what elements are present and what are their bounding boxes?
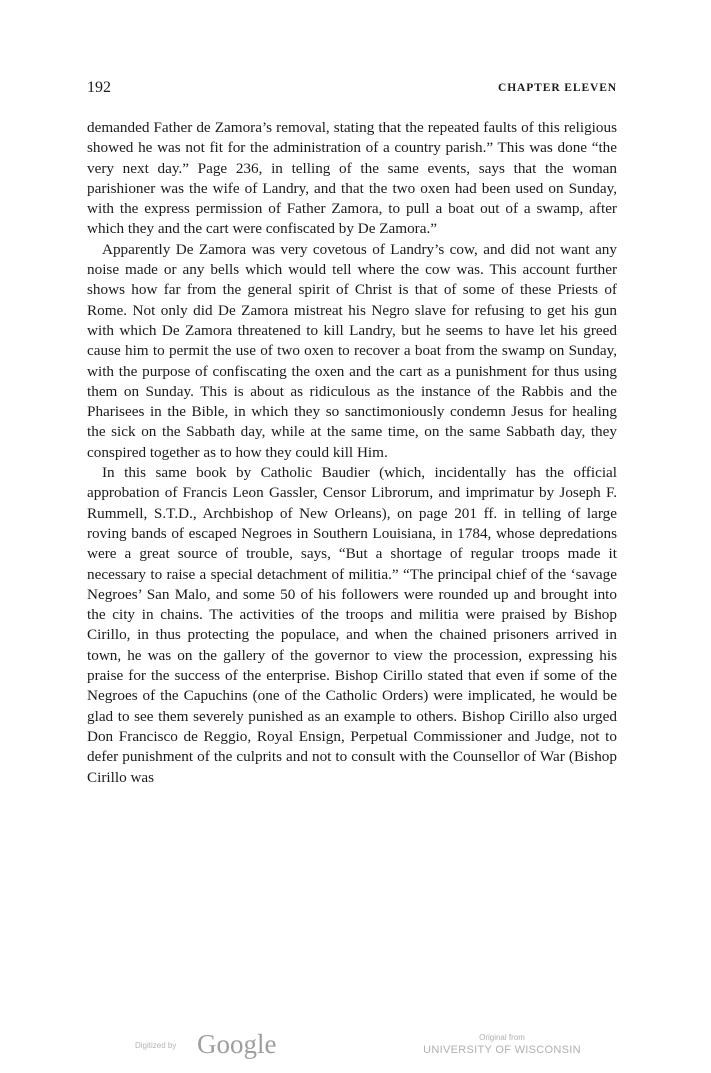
chapter-title: CHAPTER ELEVEN [498, 82, 617, 94]
original-source-name: UNIVERSITY OF WISCONSIN [423, 1044, 581, 1056]
page-number: 192 [87, 79, 111, 96]
scan-footer [0, 1028, 711, 1068]
original-from-label: Original from [479, 1033, 525, 1042]
paragraph: Apparently De Zamora was very covetous of Landry’s cow, and did not want any noise made or any bells which would tell where the cow was. This account further shows how far from the general spirit of Christ is that of some of these Priests of Rome. Not only did De Zamora mistreat his Negro slave for refusing to get his gun with which De Zamora threatened to kill Landry, but he seems to have let his greed cause him to permit the use of two oxen to recover a boat from the swamp on Sunday, with the purpose of confiscating the oxen and the cart as a punishment for thus using them on Sunday. This is about as ridiculous as the instance of the Rabbis and the Pharisees in the Bible, in which they so sanctimoniously condemn Jesus for healing the sick on the Sabbath day, while at the same time, on the same Sabbath day, they conspired together as to how they could kill Him. [87, 240, 617, 461]
body-text [87, 118, 617, 788]
paragraph: In this same book by Catholic Baudier (which, incidentally has the official approbation of Francis Leon Gassler, Censor Librorum, and imprimatur by Joseph F. Rummell, S.T.D., Archbishop of New Orleans), on page 201 ff. in telling of large roving bands of escaped Negroes in Southern Louisiana, in 1784, whose depredations were a great source of trouble, says, “But a shortage of regular troops made it necessary to raise a special detachment of militia.” “The principal chief of the ‘savage Negroes’ San Malo, and some 50 of his followers were rounded up and brought into the city in chains. The activities of the troops and militia were praised by Bishop Cirillo, in thus protecting the populace, and when the chained prisoners arrived in town, he was on the gallery of the governor to view the procession, expressing his praise for the success of the enterprise. Bishop Cirillo stated that even if some of the Negroes of the Capuchins (one of the Catholic Orders) were implicated, he would be glad to see them severely punished as an example to others. Bishop Cirillo also urged Don Francisco de Reggio, Royal Ensign, Perpetual Commissioner and Judge, not to defer punishment of the culprits and not to consult with the Counsellor of War (Bishop Cirillo was [87, 464, 617, 786]
original-source-watermark [417, 1032, 587, 1057]
paragraph-continued: demanded Father de Zamora’s removal, stating that the repeated faults of this religious showed he was not fit for the administration of a country parish.” This was done “the very next day.” Page 236, in telling of the same events, says that the woman parishioner was the wife of Landry, and that the two oxen had been used on Sunday, with the express permission of Father Zamora, to pull a boat out of a swamp, after which they and the cart were confiscated by De Zamora.” [87, 119, 617, 238]
running-head [87, 77, 617, 99]
digitized-by-label: Digitized by [135, 1041, 177, 1050]
google-logo: Google [197, 1029, 277, 1059]
